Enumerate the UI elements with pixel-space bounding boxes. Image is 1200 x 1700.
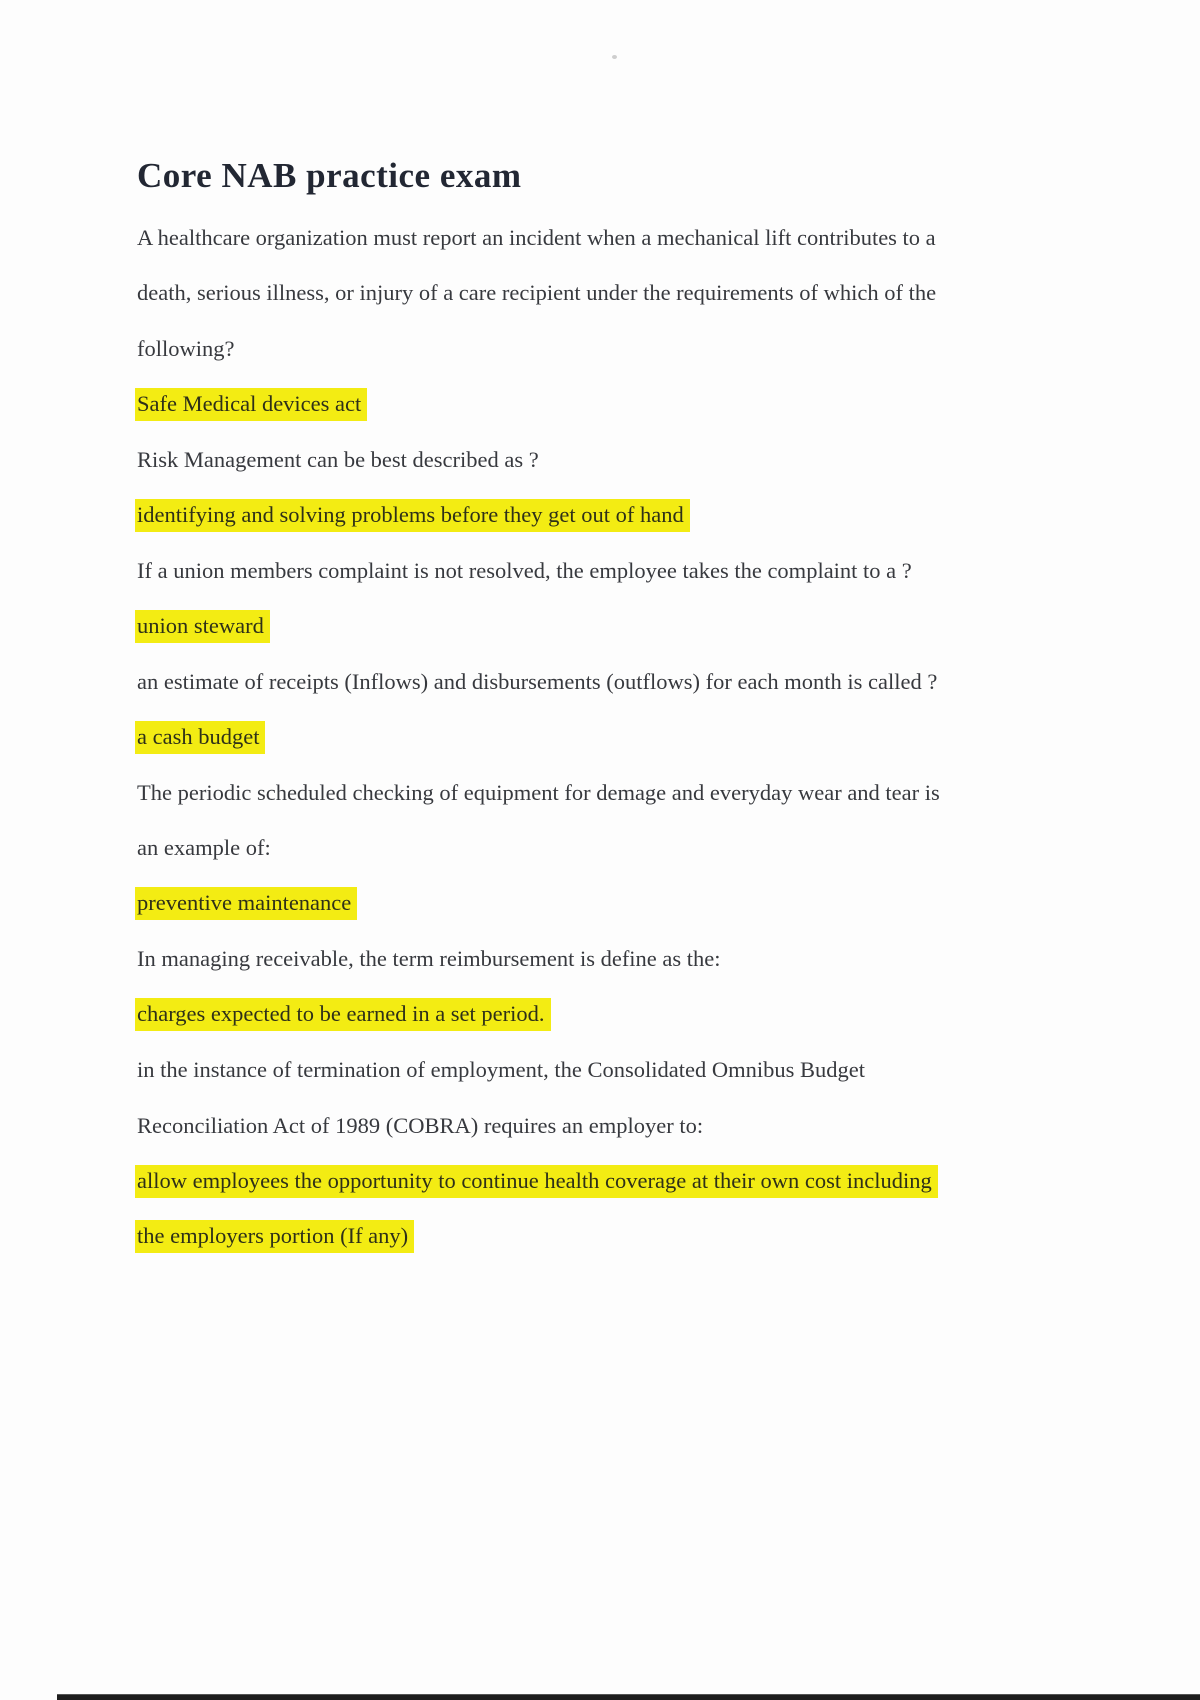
page-title: Core NAB practice exam [137, 156, 522, 196]
highlight-mark: union steward [135, 610, 270, 643]
document-line: If a union members complaint is not resolved, the employee takes the complaint to a ? [137, 557, 912, 583]
highlighted-answer-line [137, 599, 1037, 655]
highlight-mark: allow employees the opportunity to continue health coverage at their own cost including [135, 1165, 938, 1198]
highlighted-answer-line [137, 876, 1037, 932]
highlight-mark: the employers portion (If any) [135, 1220, 414, 1253]
document-line: death, serious illness, or injury of a care recipient under the requirements of which of the [137, 280, 937, 306]
document-line: Reconciliation Act of 1989 (COBRA) requires an employer to: [137, 1112, 704, 1138]
document-line: A healthcare organization must report an incident when a mechanical lift contributes to a [137, 224, 936, 250]
highlighted-answer-line [137, 377, 1037, 433]
document-line: In managing receivable, the term reimbursement is define as the: [137, 946, 721, 972]
highlighted-answer-line [137, 1209, 1037, 1265]
document-line: The periodic scheduled checking of equipment for demage and everyday wear and tear is [137, 779, 940, 805]
highlighted-answer-line [137, 488, 1037, 544]
document-line: an example of: [137, 835, 271, 861]
highlight-mark: a cash budget [135, 721, 265, 754]
highlight-mark: Safe Medical devices act [135, 388, 367, 421]
highlighted-answer-line [137, 710, 1037, 766]
scan-speck [612, 55, 617, 59]
document-lines [137, 210, 1037, 1265]
document-line: in the instance of termination of employment, the Consolidated Omnibus Budget [137, 1057, 865, 1083]
document-line: Risk Management can be best described as ? [137, 446, 539, 472]
document-line: following? [137, 335, 235, 361]
document-line: an estimate of receipts (Inflows) and disbursements (outflows) for each month is called ? [137, 668, 938, 694]
highlight-mark: identifying and solving problems before they get out of hand [135, 499, 690, 532]
highlight-mark: charges expected to be earned in a set period. [135, 998, 551, 1031]
bottom-divider-bar [57, 1694, 1200, 1700]
highlighted-answer-line [137, 1154, 1037, 1210]
highlight-mark: preventive maintenance [135, 887, 357, 920]
highlighted-answer-line [137, 987, 1037, 1043]
